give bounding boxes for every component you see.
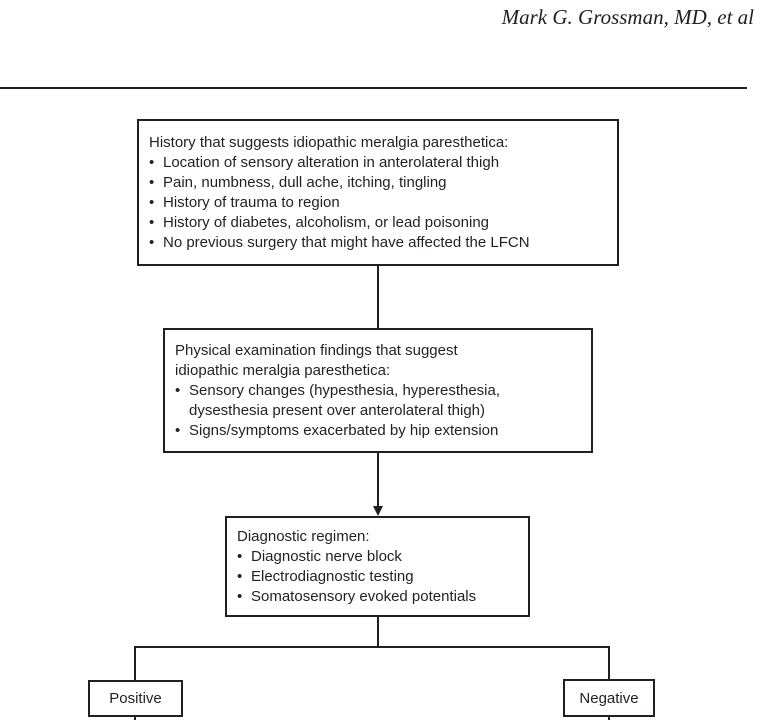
bullet-marker: • bbox=[149, 193, 155, 211]
list-item bbox=[149, 193, 607, 213]
bullet-marker: • bbox=[237, 567, 243, 585]
bullet-marker: • bbox=[149, 233, 155, 251]
list-item-text: Pain, numbness, dull ache, itching, tingling bbox=[163, 173, 447, 191]
list-item bbox=[237, 547, 518, 567]
negative-outcome-box bbox=[563, 679, 655, 717]
list-item-text: Sensory changes (hypesthesia, hyperesthesia, dysesthesia present over anterolateral thigh) bbox=[189, 381, 501, 419]
bullet-marker: • bbox=[175, 421, 181, 439]
history-box-title: History that suggests idiopathic meralgia paresthetica: bbox=[149, 133, 509, 151]
list-item-text: No previous surgery that might have affected the LFCN bbox=[163, 233, 530, 251]
list-item-text: History of trauma to region bbox=[163, 193, 340, 211]
list-item bbox=[149, 233, 607, 253]
header-rule bbox=[0, 87, 747, 89]
diagnostic-regimen-box bbox=[225, 516, 530, 617]
list-item-text: Signs/symptoms exacerbated by hip extension bbox=[189, 421, 499, 439]
list-item-text: Electrodiagnostic testing bbox=[251, 567, 414, 585]
diagnostic-regimen-box-title: Diagnostic regimen: bbox=[237, 527, 370, 545]
connector-line bbox=[608, 646, 610, 679]
list-item bbox=[237, 567, 518, 587]
bullet-marker: • bbox=[149, 213, 155, 231]
list-item bbox=[175, 421, 581, 441]
list-item-text: History of diabetes, alcoholism, or lead poisoning bbox=[163, 213, 490, 231]
list-item bbox=[175, 381, 581, 421]
connector-line bbox=[134, 716, 136, 720]
physical-exam-box-title: Physical examination findings that suggest idiopathic meralgia paresthetica: bbox=[175, 341, 458, 379]
branch-line bbox=[134, 646, 610, 648]
positive-outcome-box bbox=[88, 680, 183, 717]
connector-line bbox=[377, 453, 379, 508]
list-item bbox=[149, 213, 607, 233]
connector-line bbox=[377, 617, 379, 648]
list-item-text: Location of sensory alteration in anterolateral thigh bbox=[163, 153, 500, 171]
connector-line bbox=[377, 266, 379, 328]
connector-line bbox=[134, 646, 136, 680]
bullet-marker: • bbox=[149, 153, 155, 171]
bullet-marker: • bbox=[237, 587, 243, 605]
list-item-text: Diagnostic nerve block bbox=[251, 547, 402, 565]
arrow-down-icon bbox=[373, 506, 383, 516]
physical-exam-box bbox=[163, 328, 593, 453]
connector-line bbox=[608, 716, 610, 720]
list-item bbox=[149, 173, 607, 193]
negative-outcome-label: Negative bbox=[579, 689, 639, 707]
bullet-marker: • bbox=[149, 173, 155, 191]
list-item bbox=[237, 587, 518, 607]
list-item bbox=[149, 153, 607, 173]
positive-outcome-label: Positive bbox=[109, 690, 162, 707]
list-item-text: Somatosensory evoked potentials bbox=[251, 587, 477, 605]
history-box bbox=[137, 119, 619, 266]
bullet-marker: • bbox=[237, 547, 243, 565]
running-head-author: Mark G. Grossman, MD, et al bbox=[501, 5, 754, 29]
bullet-marker: • bbox=[175, 381, 181, 399]
